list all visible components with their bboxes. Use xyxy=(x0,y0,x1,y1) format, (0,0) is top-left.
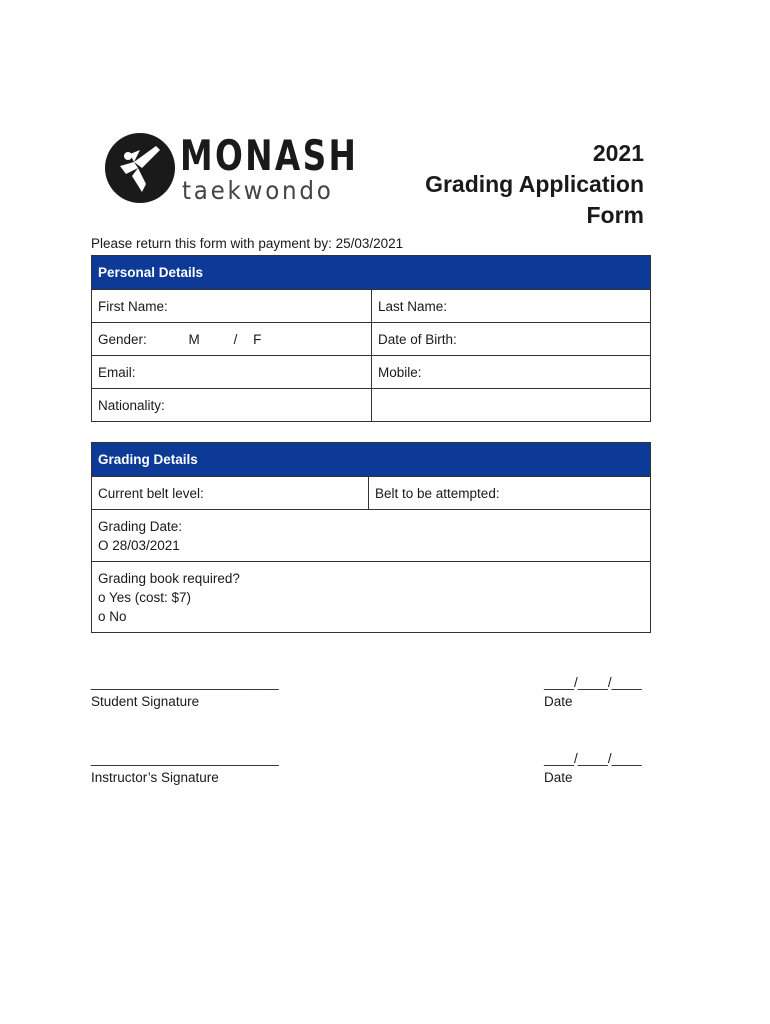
nationality-field[interactable] xyxy=(92,389,372,422)
last-name-label: Last Name: xyxy=(378,298,448,314)
logo-wordmark: MONASH xyxy=(180,131,359,180)
instructor-date-label: Date xyxy=(544,770,573,785)
first-name-field[interactable] xyxy=(92,290,372,323)
grading-date-label: Grading Date: xyxy=(98,518,183,534)
email-field[interactable] xyxy=(92,356,372,389)
grading-book-no-option[interactable]: o No xyxy=(98,608,127,624)
belt-attempted-label: Belt to be attempted: xyxy=(375,485,500,501)
gender-separator: / xyxy=(233,331,238,347)
email-label: Email: xyxy=(98,364,136,380)
taekwondo-kicker-logo-icon xyxy=(104,132,176,204)
grading-details-header: Grading Details xyxy=(92,443,651,477)
grading-book-label: Grading book required? xyxy=(98,570,240,586)
student-signature-line[interactable]: _________________________ xyxy=(91,675,279,690)
logo-subtitle: taekwondo xyxy=(182,176,334,205)
instructor-date-block xyxy=(544,749,642,787)
last-name-field[interactable] xyxy=(372,290,651,323)
gender-option-f[interactable]: F xyxy=(253,331,262,347)
grading-book-yes-option[interactable]: o Yes (cost: $7) xyxy=(98,589,192,605)
mobile-label: Mobile: xyxy=(378,364,422,380)
instructor-signature-label: Instructor’s Signature xyxy=(91,770,219,785)
student-date-block xyxy=(544,673,642,711)
grading-details-table xyxy=(91,442,651,633)
personal-details-table xyxy=(91,255,651,422)
student-signature-block xyxy=(91,673,279,711)
form-title-line2: Form xyxy=(586,202,644,228)
gender-field xyxy=(92,323,372,356)
grading-book-field xyxy=(92,562,651,633)
gender-option-m[interactable]: M xyxy=(188,331,200,347)
student-date-line[interactable]: ____/____/____ xyxy=(544,675,642,690)
student-date-label: Date xyxy=(544,694,573,709)
mobile-field[interactable] xyxy=(372,356,651,389)
date-of-birth-label: Date of Birth: xyxy=(378,331,457,347)
grading-date-field xyxy=(92,510,651,562)
date-of-birth-field[interactable] xyxy=(372,323,651,356)
return-note: Please return this form with payment by: 25/03/2021 xyxy=(91,236,404,251)
instructor-date-line[interactable]: ____/____/____ xyxy=(544,751,642,766)
form-title xyxy=(425,138,644,231)
personal-details-header: Personal Details xyxy=(92,256,651,290)
belt-attempted-field[interactable] xyxy=(369,477,651,510)
nationality-label: Nationality: xyxy=(98,397,165,413)
club-logo xyxy=(104,131,359,207)
instructor-signature-block xyxy=(91,749,279,787)
instructor-signature-line[interactable]: _________________________ xyxy=(91,751,279,766)
gender-label: Gender: xyxy=(98,331,147,347)
empty-cell xyxy=(372,389,651,422)
current-belt-field[interactable] xyxy=(92,477,369,510)
form-title-line1: Grading Application xyxy=(425,171,644,197)
grading-date-option[interactable]: O 28/03/2021 xyxy=(98,537,180,553)
first-name-label: First Name: xyxy=(98,298,168,314)
student-signature-label: Student Signature xyxy=(91,694,200,709)
form-title-year: 2021 xyxy=(592,140,644,166)
current-belt-label: Current belt level: xyxy=(98,485,204,501)
